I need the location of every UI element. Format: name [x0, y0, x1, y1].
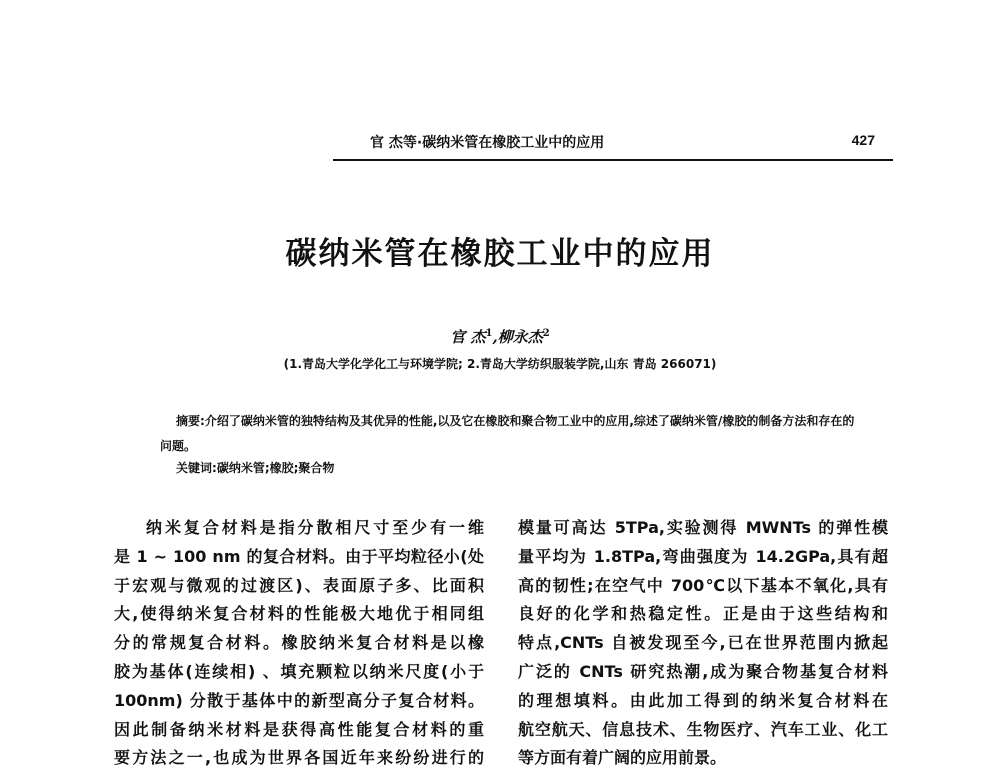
keywords-label: 关键词:: [176, 461, 217, 475]
body-line: 纳米复合材料是指分散相尺寸至少有一维: [146, 518, 484, 537]
body-line: 100nm) 分散于基体中的新型高分子复合材料。: [114, 690, 484, 710]
abstract: [160, 409, 860, 459]
author-separator: ,: [492, 328, 498, 346]
body-line: 的理想填料。由此加工得到的纳米复合材料在: [518, 690, 888, 710]
body-line: 于宏观与微观的过渡区)、表面原子多、比面积: [114, 575, 484, 595]
body-column-left: [114, 514, 484, 773]
author-line: [0, 326, 1000, 347]
body-line: 因此制备纳米材料是获得高性能复合材料的重: [114, 719, 484, 739]
body-line: 特点,CNTs 自被发现至今,已在世界范围内掀起: [518, 633, 888, 653]
body-line: 高的韧性;在空气中 700℃以下基本不氧化,具有: [518, 575, 888, 595]
body-line: 航空航天、信息技术、生物医疗、汽车工业、化工: [518, 719, 888, 739]
body-line: 等方面有着广阔的应用前景。: [518, 748, 727, 768]
body-line: 模量可高达 5TPa,实验测得 MWNTs 的弹性模: [518, 518, 888, 537]
body-line: 良好的化学和热稳定性。正是由于这些结构和: [518, 604, 888, 624]
body-line: 大,使得纳米复合材料的性能极大地优于相同组: [114, 604, 484, 624]
author-2: 柳永杰: [497, 328, 543, 346]
body-line: 要方法之一,也成为世界各国近年来纷纷进行的: [114, 748, 484, 768]
running-head: [333, 132, 893, 152]
abstract-text: 介绍了碳纳米管的独特结构及其优异的性能,以及它在橡胶和聚合物工业中的应用,综述了碳纳米管/橡胶的制备方法和存在的问题。: [160, 414, 855, 453]
body-line: 是 1 ~ 100 nm 的复合材料。由于平均粒径小(处: [114, 546, 484, 566]
keywords: [176, 459, 334, 476]
body-line: 量平均为 1.8TPa,弯曲强度为 14.2GPa,具有超: [518, 546, 888, 566]
author-1-affil-mark: 1: [485, 328, 493, 339]
body-line: 胶为基体(连续相) 、填充颗粒以纳米尺度(小于: [114, 661, 484, 681]
running-head-title: 官 杰等·碳纳米管在橡胶工业中的应用: [370, 135, 605, 151]
article-title: 碳纳米管在橡胶工业中的应用: [285, 236, 715, 272]
author-2-affil-mark: 2: [542, 328, 550, 339]
author-1: 官 杰: [450, 328, 486, 346]
affiliation: (1.青岛大学化学化工与环境学院; 2.青岛大学纺织服装学院,山东 青岛 266071): [283, 357, 717, 371]
keywords-text: 碳纳米管;橡胶;聚合物: [216, 461, 335, 475]
body-line: 广泛的 CNTs 研究热潮,成为聚合物基复合材料: [518, 661, 888, 681]
page-number: 427: [851, 132, 875, 148]
header-rule: [333, 159, 893, 161]
body-line: 分的常规复合材料。橡胶纳米复合材料是以橡: [114, 633, 484, 653]
body-column-right: [518, 514, 888, 773]
abstract-label: 摘要:: [176, 414, 205, 428]
